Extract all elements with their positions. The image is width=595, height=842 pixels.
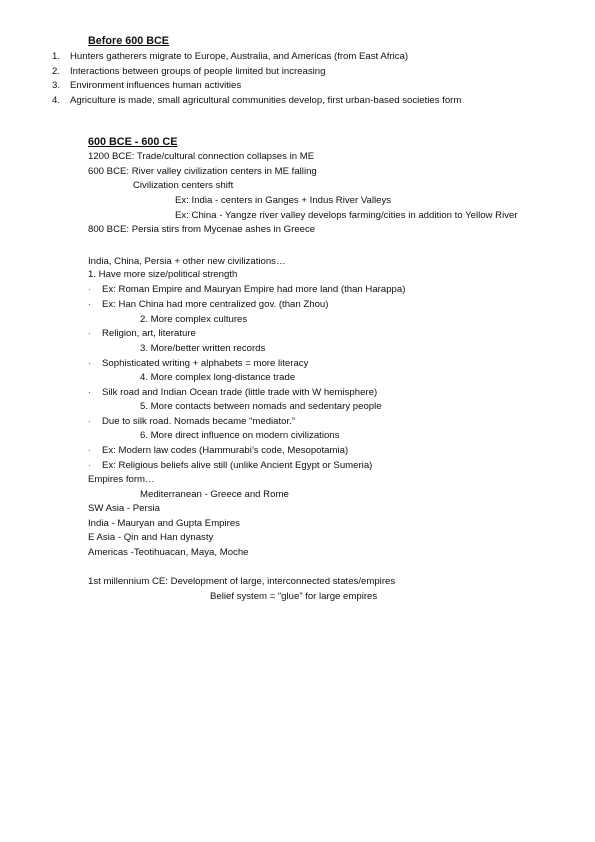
bullet-item: Religion, art, literature xyxy=(102,328,196,339)
text-line: Empires form… xyxy=(88,474,155,485)
numbered-point: 3. More/better written records xyxy=(140,343,266,354)
bullet-item: Ex: Roman Empire and Mauryan Empire had more land (than Harappa) xyxy=(102,284,406,295)
text-line: Ex: India - centers in Ganges + Indus River Valleys xyxy=(175,195,392,206)
text-line: Mediterranean - Greece and Rome xyxy=(140,489,289,500)
list-number: 1. xyxy=(52,51,61,62)
numbered-point: 5. More contacts between nomads and sedentary people xyxy=(140,401,382,412)
text-line: 600 BCE: River valley civilization centers in ME falling xyxy=(88,166,317,177)
list-number: 2. xyxy=(52,66,61,77)
numbered-point: 6. More direct influence on modern civilizations xyxy=(140,430,340,441)
text-line: Ex: China - Yangze river valley develops farming/cities in addition to Yellow River xyxy=(175,210,518,221)
bullet-item: Ex: Han China had more centralized gov. (than Zhou) xyxy=(102,299,329,310)
bullet-item: Sophisticated writing + alphabets = more literacy xyxy=(102,358,309,369)
bullet-item: Due to silk road. Nomads became “mediator.” xyxy=(102,416,296,427)
list-item: Agriculture is made, small agricultural communities develop, first urban-based societies form xyxy=(70,95,462,106)
bullet-item: Ex: Religious beliefs alive still (unlike Ancient Egypt or Sumeria) xyxy=(102,460,373,471)
bullet-glyph: · xyxy=(88,461,91,470)
section-heading-600-bce-600-ce: 600 BCE - 600 CE xyxy=(88,136,178,148)
text-line: 1200 BCE: Trade/cultural connection collapses in ME xyxy=(88,151,315,162)
bullet-item: Silk road and Indian Ocean trade (little trade with W hemisphere) xyxy=(102,387,378,398)
text-line: 1. Have more size/political strength xyxy=(88,269,238,280)
section-heading-before-600-bce: Before 600 BCE xyxy=(88,35,170,47)
numbered-point: 4. More complex long-distance trade xyxy=(140,372,296,383)
bullet-glyph: · xyxy=(88,388,91,397)
text-line: SW Asia - Persia xyxy=(88,503,160,514)
list-item: Interactions between groups of people limited but increasing xyxy=(70,66,326,77)
bullet-glyph: · xyxy=(88,446,91,455)
text-line: India - Mauryan and Gupta Empires xyxy=(88,518,240,529)
text-line: 1st millennium CE: Development of large, interconnected states/empires xyxy=(88,576,396,587)
bullet-glyph: · xyxy=(88,359,91,368)
text-line: 800 BCE: Persia stirs from Mycenae ashes in Greece xyxy=(88,224,316,235)
bullet-glyph: · xyxy=(88,329,91,338)
numbered-point: 2. More complex cultures xyxy=(140,314,248,325)
text-line: India, China, Persia + other new civilizations… xyxy=(88,256,286,267)
bullet-glyph: · xyxy=(88,417,91,426)
bullet-glyph: · xyxy=(88,300,91,309)
list-number: 4. xyxy=(52,95,61,106)
bullet-item: Ex: Modern law codes (Hammurabi’s code, Mesopotamia) xyxy=(102,445,349,456)
text-line: Civilization centers shift xyxy=(133,180,234,191)
list-item: Environment influences human activities xyxy=(70,80,242,91)
text-line: Americas -Teotihuacan, Maya, Moche xyxy=(88,547,249,558)
bullet-glyph: · xyxy=(88,285,91,294)
list-item: Hunters gatherers migrate to Europe, Australia, and Americas (from East Africa) xyxy=(70,51,409,62)
text-line: Belief system = “glue” for large empires xyxy=(210,591,378,602)
text-line: E Asia - Qin and Han dynasty xyxy=(88,532,214,543)
list-number: 3. xyxy=(52,80,61,91)
